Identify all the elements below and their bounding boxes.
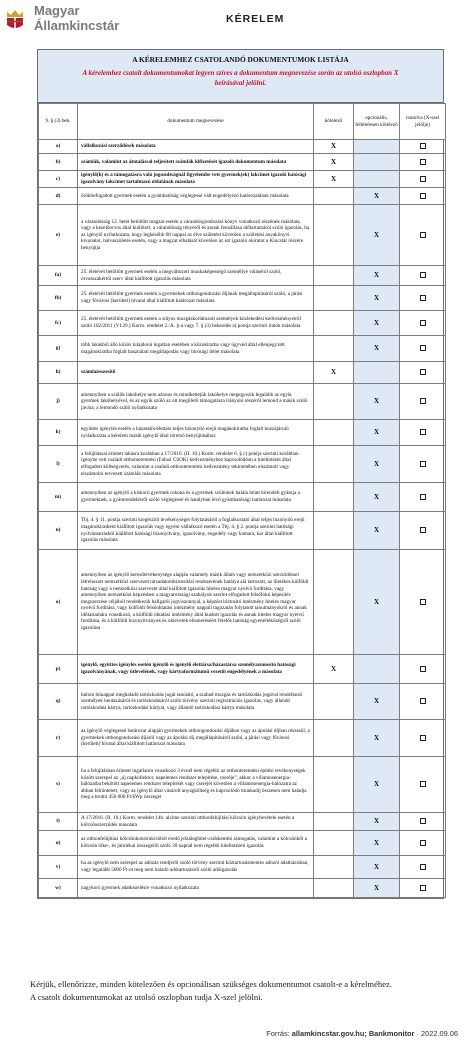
column-header-document: dokumentum megnevezése [78,104,314,140]
optional-mark: X [354,205,400,266]
attach-cell [400,286,446,311]
row-label: l) [39,446,78,483]
row-description: 25. életévét betöltött gyermek esetén a súlyos mozgáskorlátozott személyek közlekedési kedvezményeiről szóló 102/2011 (VI.29.) Korm. rendelet 2./A. §-a vagy 7. § (3) bekezdés a) pontja szerinti iratok másolata [78,311,314,336]
table-row [39,286,446,311]
checkbox-icon[interactable] [420,295,426,301]
mandatory-mark [314,336,354,362]
checkbox-icon[interactable] [420,429,426,435]
optional-mark: X [354,879,400,898]
mandatory-mark [314,286,354,311]
checkbox-icon[interactable] [420,885,426,891]
mandatory-mark [314,420,354,446]
mandatory-mark: X [314,154,354,171]
attach-cell [400,266,446,286]
crown-crest-icon [4,8,26,32]
table-row [39,311,446,336]
attach-cell [400,362,446,384]
row-label: t) [39,813,78,831]
table-row [39,188,446,205]
checkbox-icon[interactable] [420,232,426,238]
mandatory-mark [314,856,354,879]
attach-cell [400,171,446,188]
row-description: amennyiben az igénylő keresőtevékenysége alapján valamely másik állam vagy nemzetközi szerződéssel létrehozott nemzetközi szervezet társadalombiztosítási rendszerének hatálya alá tartozott, az illetékes külföldi hatóság vagy a nemzetközi szervezet által kiállított igazolás hiteles magyar nyelvű fordítása, vagy amennyiben nemzetközi képzésben a magyarországi szabályok szerint elfogadott felsőfokú képesítés megszerzése céljából rendelkezik hallgatói jogviszonnyal, a képzést biztosító intézmény hiteles magyar nyelvű fordítása, vagy külföldi felsőoktatási intézmény nappali tagozatán folytatott tanulmányokról és annak időtartamára vonatkozó, a külföldi oktatási intézmény által kiadott igazolás és annak hiteles magyar nyelvű fordítása, és a külföldi bizonyítványok és oklevelek elismeréséért felelős hatóság egyenértékűségről szóló igazolása [78,550,314,655]
row-description: igénylő, együttes igénylés esetén igénylő és igénylő élettársa/házastársa személyazonosító hatósági igazolványának, vagy útlevelének, vagy kártyaformátumú vezetői engedélyének a másolata [78,655,314,684]
logo-line-1: Magyar [34,3,80,18]
mandatory-mark [314,483,354,512]
row-label: v) [39,856,78,879]
attach-cell [400,757,446,813]
row-label: d) [39,188,78,205]
mandatory-mark: X [314,655,354,684]
row-label: w) [39,879,78,898]
table-row [39,362,446,384]
attach-cell [400,879,446,898]
row-label: s) [39,757,78,813]
mandatory-mark [314,384,354,420]
optional-mark [354,140,400,154]
row-description: igénylő(k) és a támogatásra való jogosultságnál figyelembe vett gyermek(ek) lakcímet igazoló hatósági igazolvány lakcímet tartalmazó oldalának másolata [78,171,314,188]
row-label: m) [39,483,78,512]
attach-cell [400,720,446,757]
table-row [39,684,446,720]
row-label: e) [39,205,78,266]
mandatory-mark [314,757,354,813]
optional-mark: X [354,684,400,720]
optional-mark: X [354,188,400,205]
table-row [39,336,446,362]
mandatory-mark [314,266,354,286]
attach-cell [400,205,446,266]
attach-cell [400,336,446,362]
logo-text [34,3,119,33]
attach-cell [400,420,446,446]
mandatory-mark [314,684,354,720]
mandatory-mark: X [314,140,354,154]
row-label: p) [39,655,78,684]
logo [4,2,154,40]
table-row [39,483,446,512]
checkbox-icon[interactable] [420,599,426,605]
optional-mark [354,655,400,684]
row-description: amennyiben az igénylő a kiskorú gyermek rokona és a gyermek szüleinek halála miatt kirendelt gyámja a gyermeknek, a gyámrendelésről szóló véglegessé és hatályban lévő gyámhatósági határozat másolata [78,483,314,512]
checkbox-icon[interactable] [420,176,426,182]
optional-mark [354,171,400,188]
page-header [0,0,474,44]
row-label: k) [39,420,78,446]
optional-mark: X [354,720,400,757]
table-row [39,550,446,655]
form-subtitle: A kérelemhez csatolt dokumentumokat legyen szíves a dokumentum megnevezése során az utolsó oszlopban X beírásával jelölni. [82,69,399,87]
source-line [266,1029,458,1038]
row-description: amennyiben a szülők lakóhelye nem azonos és mindkettejük lakóhelye megegyezik legalább az egyik gyermek lakóhelyével, és az egyik szülő az ott megillető támogatásra irányuló részéről lemond a másik szülő javára, a lemondó szülő nyilatkozata [78,384,314,420]
optional-mark: X [354,384,400,420]
optional-mark: X [354,286,400,311]
optional-mark: X [354,550,400,655]
checkbox-icon[interactable] [420,320,426,326]
mandatory-mark [314,205,354,266]
form-header [38,50,443,103]
table-row [39,512,446,550]
table-row [39,655,446,684]
form-title: A KÉRELEMHEZ CSATOLANDÓ DOKUMENTUMOK LISTÁJA [132,55,349,64]
optional-mark: X [354,420,400,446]
mandatory-mark [314,720,354,757]
source-label: Forrás: [266,1029,290,1038]
logo-line-2: Államkincstár [34,18,120,33]
row-description: három hónappal meghaladó tartózkodás jogát tanúsító, a szabad mozgás és tartózkodás jogával rendelkező személyek beutazásáról és tartózkodásáról szóló törvény szerinti regisztrációs igazolás, vagy állandó tartózkodási kártya, tartózkodási kártyát, vagy állandó tartózkodási kártya másolata [78,684,314,720]
column-header-attach: csatolva (X-szel jelölje) [400,104,446,140]
row-description: Tbj. 4. § 11. pontja szerinti kiegészítő tevékenységet folytatásáról a foglalkoztató által teljes bizonyító erejű magánokiratként kiállított igazolás vagy egyéni vállalkozó esetén a Tbj. 4. § 2. pontja szerinti hatósági nyilvántartásból kiállított hatósági bizonyítvány, igazolvány, engedély vagy kamara, kar által kiállított igazolás másolata [78,512,314,550]
row-description: számlák, valamint az átutalással teljesített számlák kifizetését igazoló dokumentum másolata [78,154,314,171]
table-row [39,171,446,188]
row-label: r) [39,720,78,757]
optional-mark: X [354,336,400,362]
checkbox-icon[interactable] [420,527,426,533]
row-label: n) [39,512,78,550]
row-description: az otthonfelújítási kölcsönkonstrukcióból eredő jelzáloghitel-csökkentési támogatás, valamint a kölcsönből a kölcsön tőke-, és járulékai összegéről szóló 30 napnál nem régebbi hitelintézeti igazolás [78,831,314,856]
row-description: a felújítással érintett lakásra korábban a 17/2016. (II. 10.) Korm. rendelet 6. § c) pontja szerinti korábban igénybe vett családi otthonteremtési (Falusi CSOK) kedvezményhez kapcsolódóan a hitelintézet által elfogadott költségvetés, valamint a családi otthonteremtési kedvezmény tekintetében elszámolt vagy elszámolni tervezett számlák másolata [78,446,314,483]
checkbox-icon[interactable] [420,143,426,149]
attach-cell [400,446,446,483]
row-label: o) [39,550,78,655]
row-description: az igénylő véglegessé határozat alapján gyermekek otthongondozási díjában vagy az ápolási díjban részesül, a gyermekek otthongondozási díjáról vagy az ápolási díj megállapításáról szóló, a járási vagy fővárosi (kerületi) hivatal által kiállított határozat másolata [78,720,314,757]
checkbox-icon[interactable] [420,159,426,165]
document-title: KÉRELEM [226,13,285,25]
optional-mark [354,362,400,384]
row-label: fa) [39,266,78,286]
optional-mark: X [354,446,400,483]
attach-cell [400,856,446,879]
checkbox-icon[interactable] [420,272,426,278]
form-sheet [37,49,444,899]
row-description: örökbefogadott gyermek esetén a gyámhatóság véglegessé vált engedélyező határozatának másolata [78,188,314,205]
document-list-table [38,103,446,898]
attach-cell [400,684,446,720]
optional-mark: X [354,266,400,286]
mandatory-mark [314,512,354,550]
footer-notes [30,978,460,1004]
optional-mark: X [354,757,400,813]
row-description: vállalkozási szerződések másolata [78,140,314,154]
checkbox-icon[interactable] [420,666,426,672]
optional-mark: X [354,813,400,831]
checkbox-icon[interactable] [420,369,426,375]
attach-cell [400,311,446,336]
checkbox-icon[interactable] [420,840,426,846]
table-row [39,831,446,856]
row-label: fb) [39,286,78,311]
row-label: u) [39,831,78,856]
attach-cell [400,188,446,205]
table-row [39,140,446,154]
table-row [39,154,446,171]
checkbox-icon[interactable] [420,461,426,467]
checkbox-icon[interactable] [420,781,426,787]
optional-mark: X [354,311,400,336]
table-row [39,813,446,831]
row-label: c) [39,171,78,188]
optional-mark [354,154,400,171]
attach-cell [400,655,446,684]
row-description: A 17/2016. (II. 10.) Korm. rendelet 14b. alcíme szerinti otthonfelújítási kölcsön igénybevétele esetén a kölcsönszerződés másolata [78,813,314,831]
row-description: több lakásból álló közös tulajdonú ingatlan esetében a közokiratba vagy ügyvéd által ellenjegyzett magánokiratba foglalt használati megállapodás vagy bírósági ítélet másolata [78,336,314,362]
row-description: a várandósság 12. hetét betöltött magzat esetén a várandósgondozási könyv vonatkozó részének másolata, vagy a kezelőorvos által kiállított, a várandósság tényéről és annak fennállása időtartamáról szóló igazolás, ha az igénylő nyilatkozata, hogy legkésőbb 60 nappal az élve születést követően a születési anyakönyvi kivonatot, halvaszületés esetén, vagy a magzat elhalását követően az ezt igazoló okiratot a Kincstár részére benyújtja [78,205,314,266]
row-description: nagykorú gyermek adatkezelésre vonatkozó nyilatkozata [78,879,314,898]
column-header-section: 9. § (3) bek. [39,104,78,140]
table-row [39,420,446,446]
row-description: ha az igénylő nem szerepel az adózás rendjéről szóló törvény szerinti köztartozásmentes adózói adatbázisban, vagy legalább 5000 Ft-ot meg nem haladó adótartozásról szóló adóigazolás [78,856,314,879]
mandatory-mark: X [314,362,354,384]
mandatory-mark [314,813,354,831]
table-header-row [39,104,446,140]
footer-note-2: A csatolt dokumentumokat az utolsó oszlopban tudja X-szel jelölni. [30,992,263,1002]
checkbox-icon[interactable] [420,735,426,741]
checkbox-icon[interactable] [420,398,426,404]
row-label: j) [39,384,78,420]
optional-mark: X [354,856,400,879]
table-row [39,384,446,420]
source-text: allamkincstar.gov.hu; Bankmonitor [291,1029,415,1038]
optional-mark: X [354,831,400,856]
mandatory-mark: X [314,171,354,188]
checkbox-icon[interactable] [420,494,426,500]
checkbox-icon[interactable] [420,818,426,824]
attach-cell [400,550,446,655]
column-header-optional: opcionális, feltételesen kötelező [354,104,400,140]
row-label: g) [39,336,78,362]
attach-cell [400,512,446,550]
table-row [39,879,446,898]
table-body [39,140,446,898]
row-label: fc) [39,311,78,336]
attach-cell [400,140,446,154]
optional-mark: X [354,512,400,550]
mandatory-mark [314,188,354,205]
row-label: q) [39,684,78,720]
table-row [39,446,446,483]
mandatory-mark [314,879,354,898]
row-description: 25. életévét betöltött gyermek esetén a gyermekek otthongondozási díjának megállapításáról szóló, a járási vagy fővárosi (kerületi) hivatal által kiállított határozat másolata [78,286,314,311]
row-description: ha a felújításban érintett ingatlanra vonatkozó 3 évnél nem régebbi az otthonteremtési építési tevékenységek között szerepel az „új napkollektor, napelemes rendszer telepítése, cseréje”, akkor a villamosenergia-hálózatba bekötött napelemes rendszer telepítését vagy cseréjét követően a villamosenergia-hálózatra az abban feltüntetett, vagy az igénylő által vásárolt anyagköltség és kapcsolódó munkadíj összesen nem haladja meg a bruttó 450 000 Ft/kWp összeget [78,757,314,813]
row-description: 25. életévét betöltött gyermek esetén a megváltozott munkaképességű személlyé váláséról szóló, orvosszakértői szerv által kiállított igazolás másolata [78,266,314,286]
table-row [39,757,446,813]
row-description: együttes igénylés esetén a házastárs/élettárs teljes bizonyító erejű magánokiratba foglalt hozzájáruló nyilatkozata a kérelem másik igénylő által történő benyújtásához [78,420,314,446]
mandatory-mark [314,831,354,856]
mandatory-mark [314,311,354,336]
checkbox-icon[interactable] [420,864,426,870]
checkbox-icon[interactable] [420,193,426,199]
source-date: · 2022.09.06 [416,1029,458,1038]
table-row [39,205,446,266]
checkbox-icon[interactable] [420,345,426,351]
attach-cell [400,154,446,171]
optional-mark: X [354,483,400,512]
mandatory-mark [314,550,354,655]
row-label: h) [39,362,78,384]
table-row [39,856,446,879]
column-header-mandatory: kötelező [314,104,354,140]
attach-cell [400,831,446,856]
mandatory-mark [314,446,354,483]
attach-cell [400,483,446,512]
attach-cell [400,813,446,831]
checkbox-icon[interactable] [420,698,426,704]
row-description: számlaösszesítő [78,362,314,384]
table-row [39,720,446,757]
attach-cell [400,384,446,420]
table-row [39,266,446,286]
footer-note-1: Kérjük, ellenőrizze, minden kötelezően és opcionálisan szükséges dokumentumot csatolt-e a kérelméhez. [30,979,392,989]
row-label: a) [39,140,78,154]
row-label: b) [39,154,78,171]
